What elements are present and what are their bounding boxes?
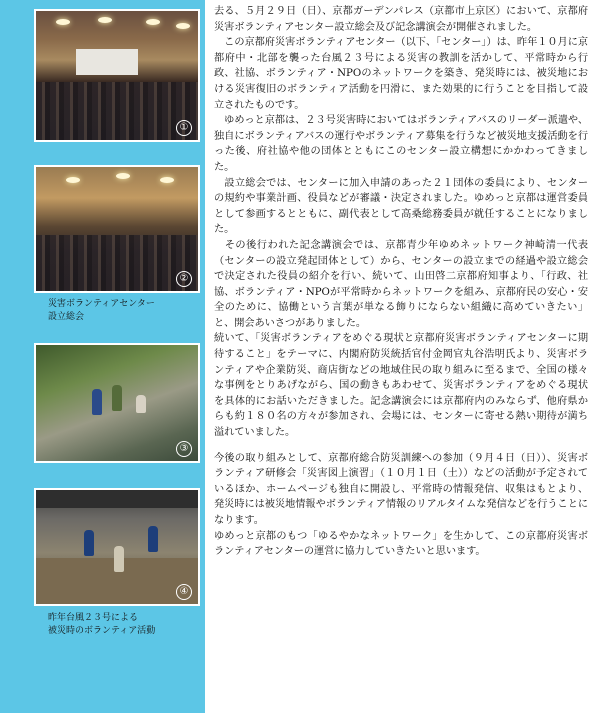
paragraph: ゆめっと京都のもつ「ゆるやかなネットワーク」を生かして、この京都府災害ボランティアセンターの運営に協力していきたいと思います。 (214, 530, 588, 558)
volunteer-figure (148, 526, 158, 552)
photo-caption (48, 298, 155, 324)
roof-eave (36, 490, 198, 508)
chandelier-light (66, 177, 80, 183)
debris-bag (136, 395, 146, 413)
chandelier-light (56, 19, 70, 25)
caption-line: 災害ボランティアセンター (48, 299, 155, 309)
paragraph: 設立総会では、センターに加入申請のあった２１団体の委員により、センターの規約や事業計画、役員などが審議・決定されました。ゆめっと京都は運営委員として参画するとともに、副代表として高桑総務委員が就任することになりました。 (214, 177, 588, 236)
paragraph: 今後の取り組みとして、京都府総合防災訓練への参加（９月４日（日））、災害ボランティア研修会「災害図上演習」（１０月１日（土））などの活動が予定されているほか、ホームページも独自に開設し、平常時の情報発信、収集はもとより、発災時には被災地情報やボランティア情報のリアルタイムな発信などを行うことになります。 (214, 452, 588, 526)
chandelier-light (176, 23, 190, 29)
photo-number: ① (176, 120, 192, 136)
audience (36, 82, 198, 140)
volunteer-figure (114, 546, 124, 572)
paragraph: その後行われた記念講演会では、京都青少年ゆめネットワーク神崎清一代表（センターの設立発起団体として）から、センターの設立までの経過や設立総会で決定された役員の紹介を行い、続いて、山田啓二京都府知事より、「行政、社協、ボランティア・NPOが平常時からネットワークを組み、京都府民の安心・安全のために、協働という言葉が単なる飾りにならない組織に高めていきたい」と、開会あいさつがありました。 (214, 239, 588, 329)
stage-banner (76, 49, 138, 75)
photo-number: ④ (176, 584, 192, 600)
audience (36, 235, 198, 291)
caption-line: 設立総会 (48, 312, 85, 322)
paragraph: ゆめっと京都は、２３号災害時においてはボランティアバスのリーダー派遣や、独自にボランティアバスの運行やボランティア募集を行うなど被災地支援活動を行った後、府社協や他の団体とともにこのセンター設立構想にかかわってきました。 (214, 115, 588, 173)
chandelier-light (116, 173, 130, 179)
paragraph: 去る、５月２９日（日）、京都ガーデンパレス（京都市上京区）において、京都府災害ボランティアセンター設立総会及び記念講演会が開催されました。 (214, 6, 588, 33)
volunteer-figure (92, 389, 102, 415)
paragraph: 続いて、「災害ボランティアをめぐる現状と京都府災害ボランティアセンターに期待すること」をテーマに、内閣府防災統括官付金岡官丸谷浩明氏より、災害ボランティアや企業防災、商店街などの地域住民の取り組みに至るまで、全国の様々な事例をとりあげながら、国の動きもあわせて、災害ボランティアをめぐる現状を具体的にお話いただきました。記念講演会には京都府内のみならず、他府県からも約１８０名の方々が参加され、会場には、センターに寄せる熱い期待が満ち溢れていました。 (214, 333, 588, 439)
volunteer-figure (84, 530, 94, 556)
chandelier-light (98, 17, 112, 23)
photo-flood-damage (34, 488, 200, 606)
chandelier-light (146, 19, 160, 25)
article-body (214, 4, 588, 560)
chandelier-light (160, 177, 174, 183)
volunteer-figure (112, 385, 122, 411)
photo-number: ② (176, 271, 192, 287)
photo-general-meeting-audience (34, 165, 200, 293)
photo-caption (48, 612, 155, 638)
caption-line: 被災時のボランティア活動 (48, 626, 156, 636)
photo-sidebar (0, 0, 205, 713)
paragraph: この京都府災害ボランティアセンター（以下、「センター」）は、昨年１０月に京都府中・北部を襲った台風２３号による災害の教訓を活かして、平常時から行政、社協、ボランティア・NPOのネットワークを築き、発災時には、被災地における災害復旧のボランティア活動を円滑に、また効果的に行うことを目指して設立されたものです。 (214, 37, 588, 111)
photo-number: ③ (176, 441, 192, 457)
photo-general-meeting-hall (34, 9, 200, 142)
photo-volunteer-cleanup (34, 343, 200, 463)
caption-line: 昨年台風２３号による (48, 613, 139, 623)
paragraph-gap (214, 441, 588, 451)
